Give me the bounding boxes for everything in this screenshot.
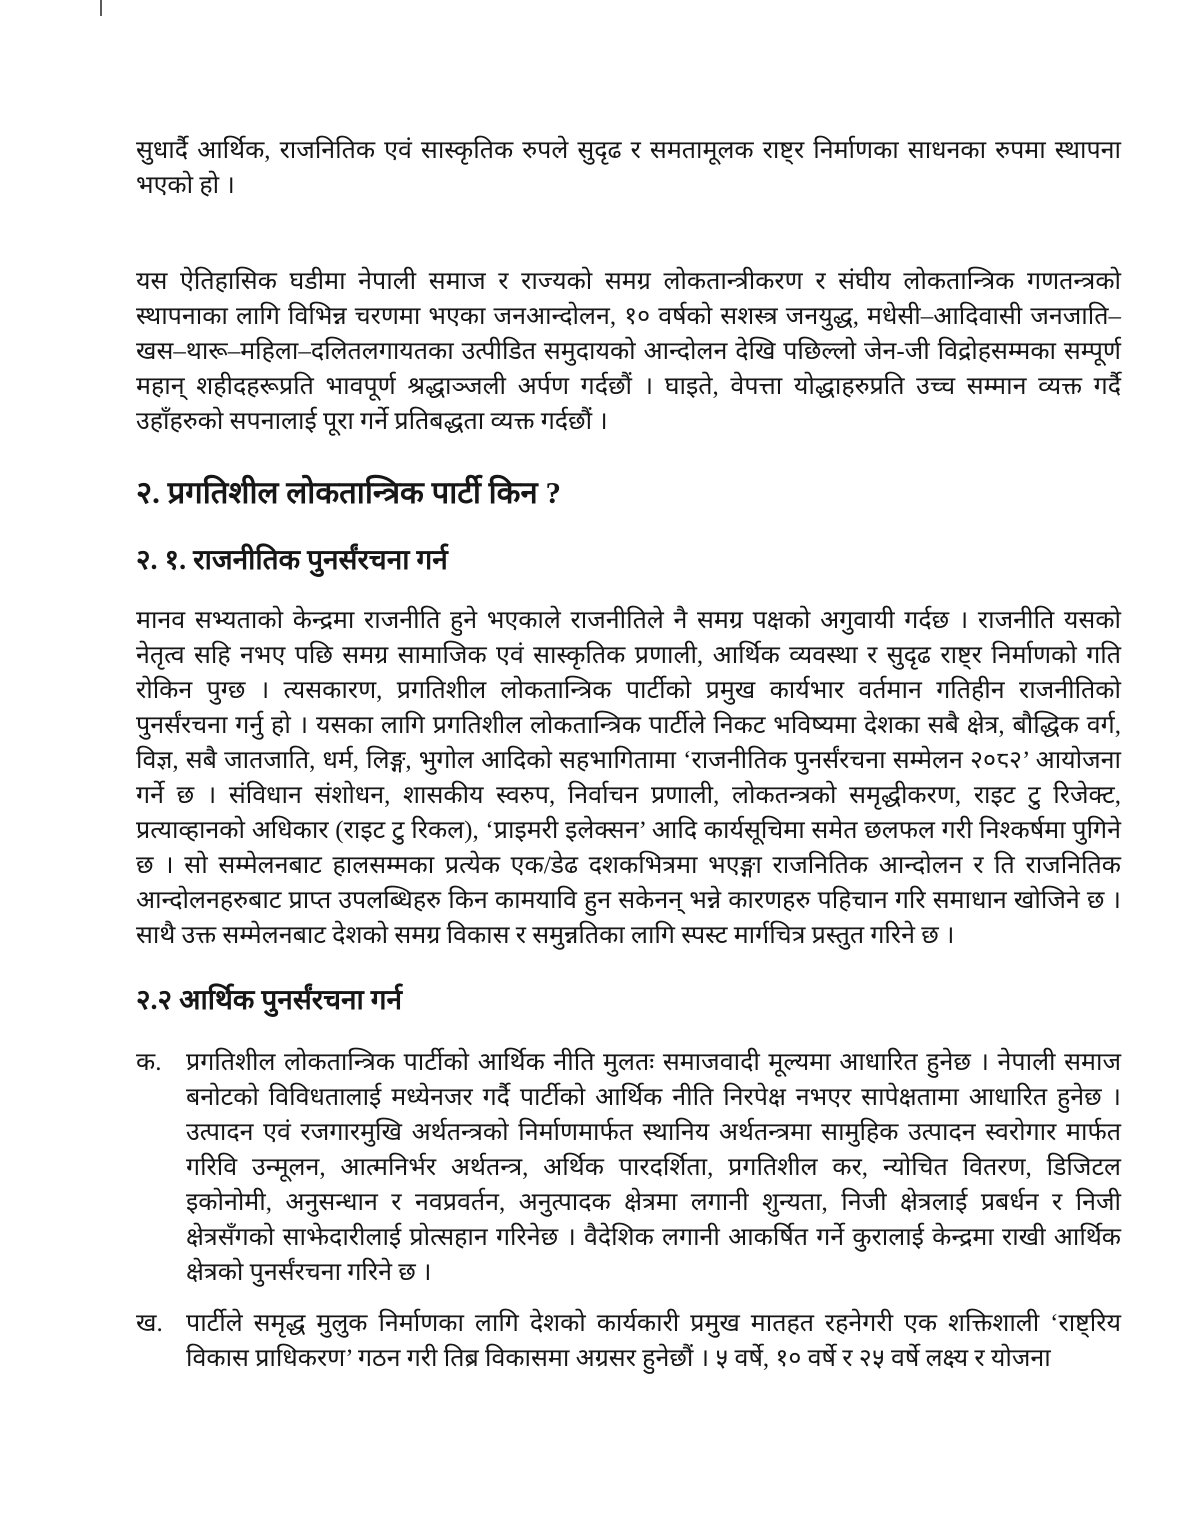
scan-edge-mark — [100, 0, 102, 16]
list-item-kha — [136, 1306, 1121, 1376]
heading-section-2-1: २. १. राजनीतिक पुनर्संरचना गर्न — [136, 545, 448, 576]
paragraph-intro-tail: सुधार्दै आर्थिक, राजनितिक एवं सास्कृतिक रुपले सुदृढ र समतामूलक राष्ट्र निर्माणका साधनका रुपमा स्थापना भएको हो । — [136, 137, 1121, 199]
list-marker-ka: क. — [136, 1049, 162, 1076]
heading-section-2-2: २.२ आर्थिक पुनर्संरचना गर्न — [136, 985, 403, 1016]
paragraph-section-2-1: मानव सभ्यताको केन्द्रमा राजनीति हुने भएकाले राजनीतिले नै समग्र पक्षको अगुवायी गर्दछ । राजनीति यसको नेतृत्व सहि नभए पछि समग्र सामाजिक एवं सास्कृतिक प्रणाली, आर्थिक व्यवस्था र सुदृढ राष्ट्र निर्माणको गति रोकिन पुग्छ । त्यसकारण, प्रगतिशील लोकतान्त्रिक पार्टीको प्रमुख कार्यभार वर्तमान गतिहीन राजनीतिको पुनर्संरचना गर्नु हो । यसका लागि प्रगतिशील लोकतान्त्रिक पार्टीले निकट भविष्यमा देशका सबै क्षेत्र, बौद्धिक वर्ग, विज्ञ, सबै जातजाति, धर्म, लिङ्ग, भुगोल आदिको सहभागितामा ‘राजनीतिक पुनर्संरचना सम्मेलन २०८२’ आयोजना गर्ने छ । संविधान संशोधन, शासकीय स्वरुप, निर्वाचन प्रणाली, लोकतन्त्रको समृद्धीकरण, राइट टु रिजेक्ट, प्रत्याव्हानको अधिकार (राइट टु रिकल), ‘प्राइमरी इलेक्सन’ आदि कार्यसूचिमा समेत छलफल गरी निश्कर्षमा पुगिने छ । सो सम्मेलनबाट हालसम्मका प्रत्येक एक/डेढ दशकभित्रमा भएङ्गा राजनितिक आन्दोलन र ति राजनितिक आन्दोलनहरुबाट प्राप्त उपलब्धिहरु किन कामयावि हुन सकेनन् भन्ने कारणहरु पहिचान गरि समाधान खोजिने छ । साथै उक्त सम्मेलनबाट देशको समग्र विकास र समुन्नतिका लागि स्पस्ट मार्गचित्र प्रस्तुत गरिने छ । — [136, 607, 1121, 949]
list-text-ka: प्रगतिशील लोकतान्त्रिक पार्टीको आर्थिक नीति मुलतः समाजवादी मूल्यमा आधारित हुनेछ । नेपाली समाज बनोटको विविधतालाई मध्येनजर गर्दै पार्टीको आर्थिक नीति निरपेक्ष नभएर सापेक्षतामा आधारित हुनेछ । उत्पादन एवं रजगारमुखि अर्थतन्त्रको निर्माणमार्फत स्थानिय अर्थतन्त्रमा सामुहिक उत्पादन स्वरोगार मार्फत गरिवि उन्मूलन, आत्मनिर्भर अर्थतन्त्र, अर्थिक पारदर्शिता, प्रगतिशील कर, न्योचित वितरण, डिजिटल इकोनोमी, अनुसन्धान र नवप्रवर्तन, अनुत्पादक क्षेत्रमा लगानी शुन्यता, निजी क्षेत्रलाई प्रबर्धन र निजी क्षेत्रसँगको साझेदारीलाई प्रोत्सहान गरिनेछ । वैदेशिक लगानी आकर्षित गर्ने कुरालाई केन्द्रमा राखी आर्थिक क्षेत्रको पुनर्संरचना गरिने छ । — [186, 1049, 1121, 1286]
heading-section-2: २. प्रगतिशील लोकतान्त्रिक पार्टी किन ? — [136, 475, 561, 510]
list-text-kha: पार्टीले समृद्ध मुलुक निर्माणका लागि देशको कार्यकारी प्रमुख मातहत रहनेगरी एक शक्तिशाली ‘राष्ट्रिय विकास प्राधिकरण’ गठन गरी तिब्र विकासमा अग्रसर हुनेछौं । ५ वर्षे, १० वर्षे र २५ वर्षे लक्ष्य र योजना — [186, 1310, 1121, 1372]
list-item-ka — [136, 1045, 1121, 1290]
list-marker-kha: ख. — [136, 1310, 163, 1337]
paragraph-tribute: यस ऐतिहासिक घडीमा नेपाली समाज र राज्यको समग्र लोकतान्त्रीकरण र संघीय लोकतान्त्रिक गणतन्त्रको स्थापनाका लागि विभिन्न चरणमा भएका जनआन्दोलन, १० वर्षको सशस्त्र जनयुद्ध, मधेसी–आदिवासी जनजाति–खस–थारू–महिला–दलितलगायतका उत्पीडित समुदायको आन्दोलन देखि पछिल्लो जेन-जी विद्रोहसम्मका सम्पूर्ण महान् शहीदहरूप्रति भावपूर्ण श्रद्धाञ्जली अर्पण गर्दछौं । घाइते, वेपत्ता योद्धाहरुप्रति उच्च सम्मान व्यक्त गर्दै उहाँहरुको सपनालाई पूरा गर्ने प्रतिबद्धता व्यक्त गर्दछौं । — [136, 268, 1121, 435]
